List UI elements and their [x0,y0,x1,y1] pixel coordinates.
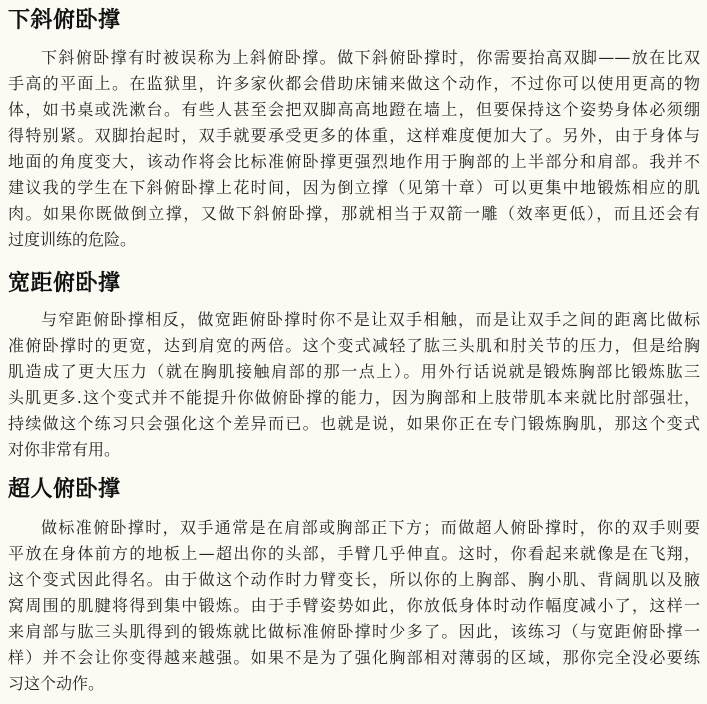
paragraph-line: 肌造成了更大压力（就在胸肌接触肩部的那一点上）。用外行话说就是锻炼胸部比锻炼肱三 [8,362,700,381]
paragraph-line: 样）并不会让你变得越来越强。如果不是为了强化胸部相对薄弱的区域，那你完全没必要练 [8,648,700,667]
paragraph-line: 来肩部与肱三头肌得到的锻炼就比做标准俯卧撑时少多了。因此，该练习（与宽距俯卧撑一 [8,622,700,641]
section-heading: 宽距俯卧撑 [8,271,121,296]
section-heading: 超人俯卧撑 [8,477,121,502]
paragraph-line: 习这个动作。 [8,674,105,693]
section-heading: 下斜俯卧撑 [8,8,121,33]
paragraph-line: 地面的角度变大，该动作将会比标准俯卧撑更强烈地作用于胸部的上半部分和肩部。我并不 [8,152,700,171]
paragraph-line: 建议我的学生在下斜俯卧撑上花时间，因为倒立撑（见第十章）可以更集中地锻炼相应的肌 [8,178,700,197]
paragraph-line: 做标准俯卧撑时，双手通常是在肩部或胸部正下方；而做超人俯卧撑时，你的双手则要 [41,518,700,537]
paragraph-line: 平放在身体前方的地板上—超出你的头部，手臂几乎伸直。这时，你看起来就像是在飞翔， [8,544,700,563]
paragraph-line: 过度训练的危险。 [8,230,137,249]
paragraph-line: 得特别紧。双脚抬起时，双手就要承受更多的体重，这样难度便加大了。另外，由于身体与 [8,126,700,145]
paragraph-line: 下斜俯卧撑有时被误称为上斜俯卧撑。做下斜俯卧撑时，你需要抬高双脚——放在比双 [41,48,700,67]
section-paragraph [8,515,700,697]
paragraph-line: 对你非常有用。 [8,440,121,459]
paragraph-line: 头肌更多.这个变式并不能提升你做俯卧撑的能力，因为胸部和上肢带肌本来就比肘部强壮， [8,388,700,407]
section-wide-pushup [8,269,700,463]
paragraph-line: 肉。如果你既做倒立撑，又做下斜俯卧撑，那就相当于双箭一雕（效率更低），而且还会有 [8,204,700,223]
section-superman-pushup [8,475,700,697]
paragraph-line: 窝周围的肌腱将得到集中锻炼。由于手臂姿势如此，你放低身体时动作幅度减小了，这样一 [8,596,700,615]
paragraph-line: 这个变式因此得名。由于做这个动作时力臂变长，所以你的上胸部、胸小肌、背阔肌以及腋 [8,570,700,589]
paragraph-line: 体，如书桌或洗漱台。有些人甚至会把双脚高高地蹬在墙上，但要保持这个姿势身体必须绷 [8,100,700,119]
section-decline-pushup [8,6,700,253]
section-paragraph [8,307,700,463]
paragraph-line: 持续做这个练习只会强化这个差异而已。也就是说，如果你正在专门锻炼胸肌，那这个变式 [8,414,700,433]
paragraph-line: 准俯卧撑时的更宽，达到肩宽的两倍。这个变式减轻了肱三头肌和肘关节的压力，但是给胸 [8,336,700,355]
paragraph-line: 手高的平面上。在监狱里，许多家伙都会借助床铺来做这个动作，不过你可以使用更高的物 [8,74,700,93]
section-paragraph [8,45,700,253]
paragraph-line: 与窄距俯卧撑相反，做宽距俯卧撑时你不是让双手相触，而是让双手之间的距离比做标 [41,310,700,329]
